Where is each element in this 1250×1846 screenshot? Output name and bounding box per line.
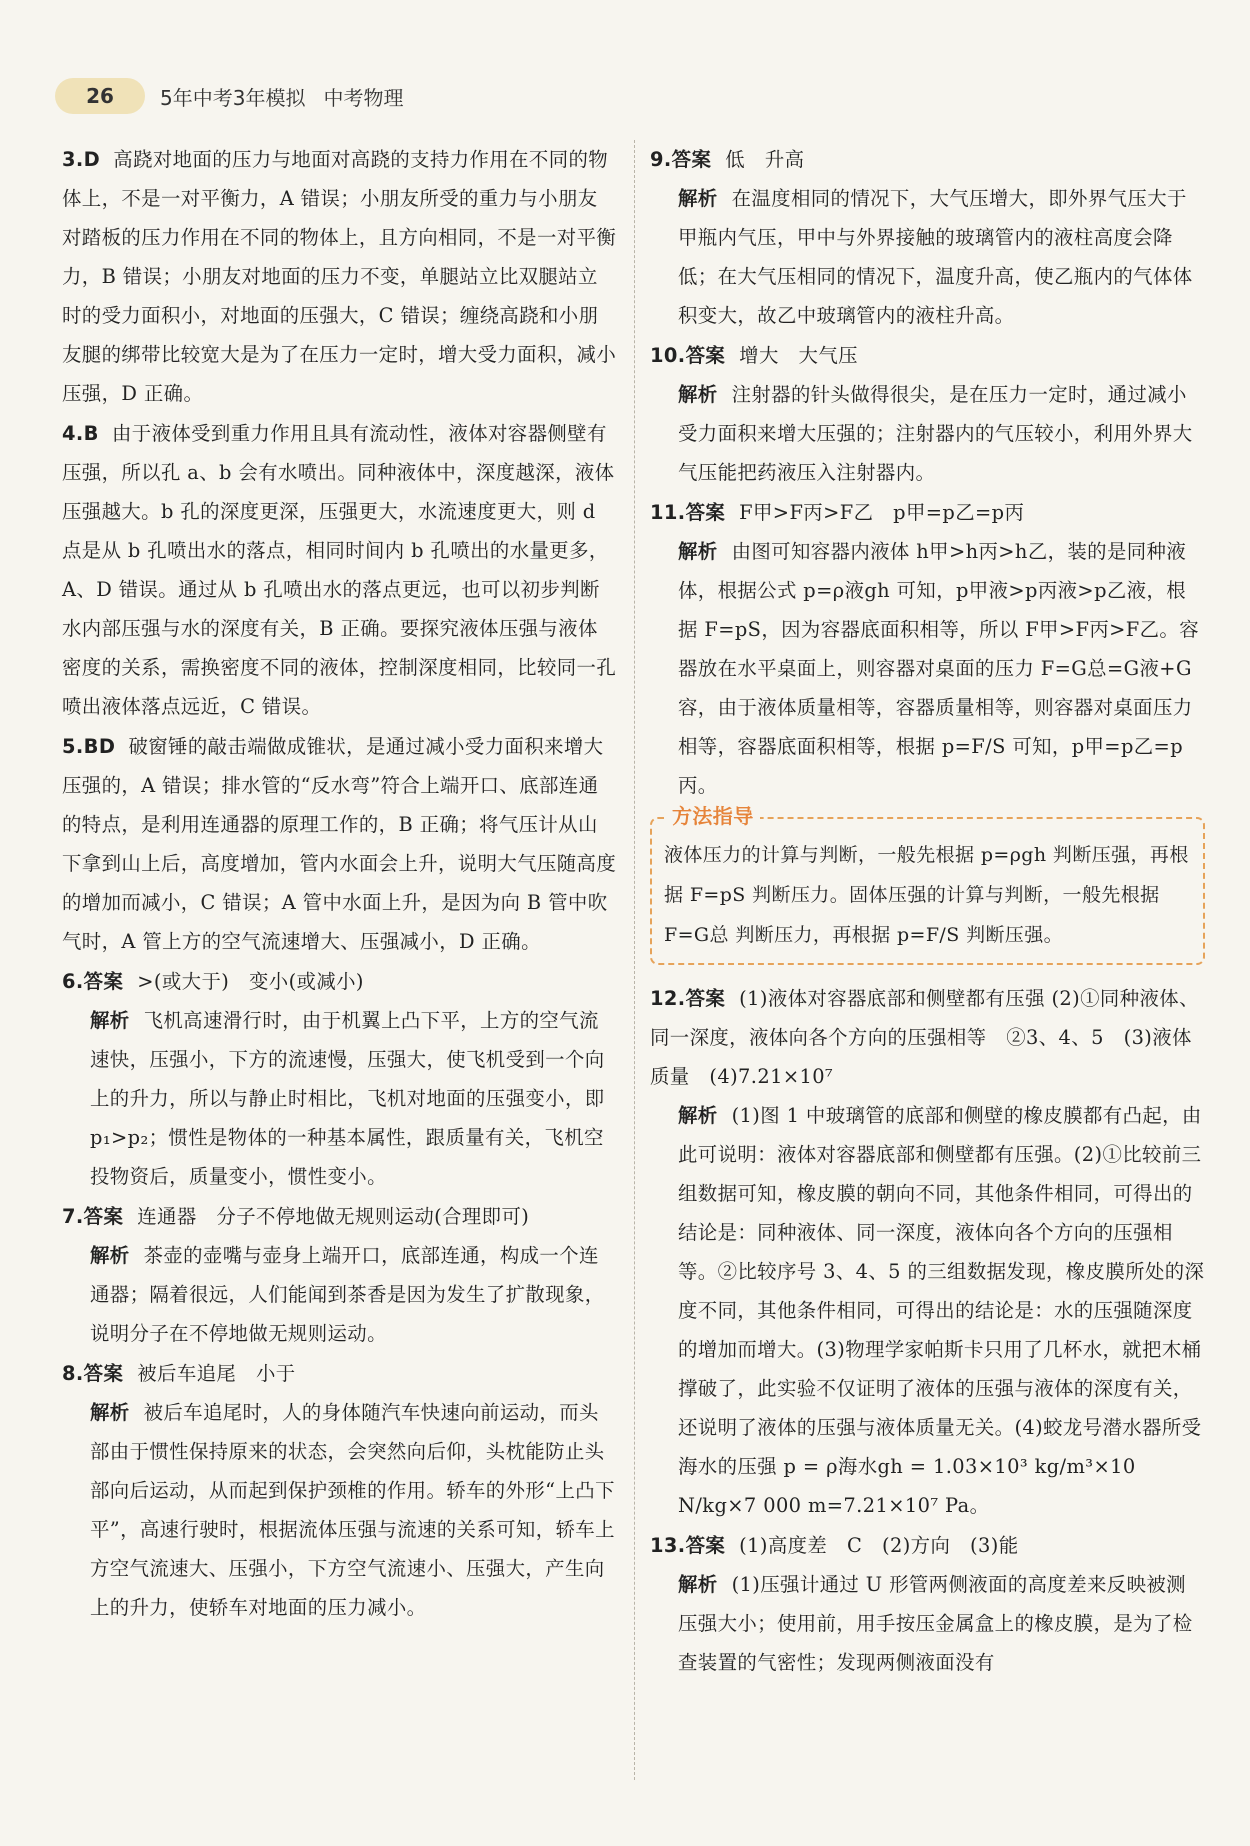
analysis-text: 由图可知容器内液体 h甲>h丙>h乙，装的是同种液体，根据公式 p=ρ液gh 可知，p甲液>p丙液>p乙液，根据 F=pS，因为容器底面积相等，所以 F甲>F丙>F乙。容器放在水平桌面上，则容器对桌面的压力 F=G总=G液+G容，由于液体质量相等，容器质量相等，则容器对桌面压力相等，容器底面积相等，根据 p=F/S 可知，p甲=p乙=p丙。 bbox=[678, 540, 1200, 797]
analysis-text: 被后车追尾时，人的身体随汽车快速向前运动，而头部由于惯性保持原来的状态，会突然向后仰，头枕能防止头部向后运动，从而起到保护颈椎的作用。轿车的外形“上凸下平”，高速行驶时，根据流体压强与流速的关系可知，轿车上方空气流速大、压强小，下方空气流速小、压强大，产生向上的升力，使轿车对地面的压力减小。 bbox=[90, 1401, 615, 1619]
answer-text: 被后车追尾 小于 bbox=[137, 1362, 296, 1385]
answer-tag: 答案 bbox=[83, 1205, 124, 1228]
page-header bbox=[55, 78, 1205, 118]
page-number: 26 bbox=[55, 78, 145, 114]
method-guide-title: 方法指导 bbox=[666, 803, 760, 829]
answer-tag: 答案 bbox=[685, 344, 726, 367]
item-number: 8. bbox=[62, 1362, 84, 1385]
answer-text: (1)高度差 C (2)方向 (3)能 bbox=[739, 1534, 1019, 1557]
analysis-tag: 解析 bbox=[678, 1573, 718, 1596]
item-number: 11. bbox=[650, 501, 686, 524]
answer-text: (1)液体对容器底部和侧壁都有压强 (2)①同种液体、同一深度，液体向各个方向的压强相等 ②3、4、5 (3)液体质量 (4)7.21×10⁷ bbox=[650, 987, 1199, 1088]
answer-tag: 答案 bbox=[671, 148, 712, 171]
item-text: 由于液体受到重力作用且具有流动性，液体对容器侧壁有压强，所以孔 a、b 会有水喷出。同种液体中，深度越深，液体压强越大。b 孔的深度更深，压强更大，水流速度更大，则 d 点是从 b 孔喷出水的落点，相同时间内 b 孔喷出的水量更多，A、D 错误。通过从 b 孔喷出水的落点更远，也可以初步判断水内部压强与水的深度有关，B 正确。要探究液体压强与液体密度的关系，需换密度不同的液体，控制深度相同，比较同一孔喷出液体落点远近，C 错误。 bbox=[62, 422, 617, 718]
analysis-tag: 解析 bbox=[90, 1244, 130, 1267]
item-text: 破窗锤的敲击端做成锥状，是通过减小受力面积来增大压强的，A 错误；排水管的“反水弯”符合上端开口、底部连通的特点，是利用连通器的原理工作的，B 正确；将气压计从山下拿到山上后，高度增加，管内水面会上升，说明大气压随高度的增加而减小，C 错误；A 管中水面上升，是因为向 B 管中吹气时，A 管上方的空气流速增大、压强减小，D 正确。 bbox=[62, 735, 617, 953]
book-title bbox=[160, 82, 403, 111]
answer-item-13 bbox=[650, 1526, 1205, 1682]
answer-item-11 bbox=[650, 493, 1205, 805]
answer-item-9 bbox=[650, 140, 1205, 335]
item-text: 高跷对地面的压力与地面对高跷的支持力作用在不同的物体上，不是一对平衡力，A 错误；小朋友所受的重力与小朋友对踏板的压力作用在不同的物体上，且方向相同，不是一对平衡力，B 错误；小朋友对地面的压力不变，单腿站立比双腿站立时的受力面积小，对地面的压强大，C 错误；缠绕高跷和小朋友腿的绑带比较宽大是为了在压力一定时，增大受力面积，减小压强，D 正确。 bbox=[62, 148, 617, 405]
answer-item-4 bbox=[62, 414, 617, 726]
item-number: 13. bbox=[650, 1534, 686, 1557]
method-guide-box bbox=[650, 804, 1205, 965]
answer-tag: 答案 bbox=[83, 970, 124, 993]
analysis-text: 飞机高速滑行时，由于机翼上凸下平，上方的空气流速快，压强小，下方的流速慢，压强大，使飞机受到一个向上的升力，所以与静止时相比，飞机对地面的压强变小，即 p₁>p₂；惯性是物体的一种基本属性，跟质量有关，飞机空投物资后，质量变小，惯性变小。 bbox=[90, 1009, 605, 1188]
answer-text: 连通器 分子不停地做无规则运动(合理即可) bbox=[137, 1205, 530, 1228]
answer-text: F甲>F丙>F乙 p甲=p乙=p丙 bbox=[739, 501, 1025, 524]
item-number: 7. bbox=[62, 1205, 84, 1228]
item-number: 5.BD bbox=[62, 735, 116, 758]
right-column bbox=[650, 140, 1205, 1683]
answer-tag: 答案 bbox=[685, 987, 726, 1010]
item-number: 4.B bbox=[62, 422, 99, 445]
item-number: 10. bbox=[650, 344, 686, 367]
answer-tag: 答案 bbox=[83, 1362, 124, 1385]
analysis-text: 茶壶的壶嘴与壶身上端开口，底部连通，构成一个连通器；隔着很远，人们能闻到茶香是因为发生了扩散现象，说明分子在不停地做无规则运动。 bbox=[90, 1244, 605, 1345]
answer-item-6 bbox=[62, 962, 617, 1196]
answer-item-3 bbox=[62, 140, 617, 413]
analysis-tag: 解析 bbox=[678, 187, 718, 210]
answer-item-5 bbox=[62, 727, 617, 961]
answer-text: 低 升高 bbox=[725, 148, 805, 171]
answer-item-12 bbox=[650, 979, 1205, 1525]
item-number: 12. bbox=[650, 987, 686, 1010]
analysis-tag: 解析 bbox=[90, 1009, 130, 1032]
answer-text: 增大 大气压 bbox=[739, 344, 858, 367]
analysis-tag: 解析 bbox=[90, 1401, 130, 1424]
analysis-tag: 解析 bbox=[678, 1104, 718, 1127]
analysis-text: 在温度相同的情况下，大气压增大，即外界气压大于甲瓶内气压，甲中与外界接触的玻璃管内的液柱高度会降低；在大气压相同的情况下，温度升高，使乙瓶内的气体体积变大，故乙中玻璃管内的液柱升高。 bbox=[678, 187, 1193, 327]
analysis-text: (1)图 1 中玻璃管的底部和侧壁的橡皮膜都有凸起，由此可说明：液体对容器底部和侧壁都有压强。(2)①比较前三组数据可知，橡皮膜的朝向不同，其他条件相同，可得出的结论是：同种液体、同一深度，液体向各个方向的压强相等。②比较序号 3、4、5 的三组数据发现，橡皮膜所处的深度不同，其他条件相同，可得出的结论是：水的压强随深度的增加而增大。(3)物理学家帕斯卡只用了几杯水，就把木桶撑破了，此实验不仅证明了液体的压强与液体的深度有关，还说明了液体的压强与液体质量无关。(4)蛟龙号潜水器所受海水的压强 p = ρ海水gh = 1.03×10³ kg/m³×10 N/kg×7 000 m=7.21×10⁷ Pa。 bbox=[678, 1104, 1205, 1517]
analysis-tag: 解析 bbox=[678, 540, 718, 563]
answer-tag: 答案 bbox=[685, 501, 726, 524]
method-guide-text: 液体压力的计算与判断，一般先根据 p=ρgh 判断压强，再根据 F=pS 判断压力。固体压强的计算与判断，一般先根据 F=G总 判断压力，再根据 p=F/S 判断压强。 bbox=[664, 844, 1189, 946]
item-number: 9. bbox=[650, 148, 672, 171]
item-number: 3.D bbox=[62, 148, 101, 171]
answer-tag: 答案 bbox=[685, 1534, 726, 1557]
analysis-tag: 解析 bbox=[678, 383, 718, 406]
left-column bbox=[62, 140, 617, 1628]
analysis-text: (1)压强计通过 U 形管两侧液面的高度差来反映被测压强大小；使用前，用手按压金属盒上的橡皮膜，是为了检查装置的气密性；发现两侧液面没有 bbox=[678, 1573, 1193, 1674]
analysis-text: 注射器的针头做得很尖，是在压力一定时，通过减小受力面积来增大压强的；注射器内的气压较小，利用外界大气压能把药液压入注射器内。 bbox=[678, 383, 1193, 484]
item-number: 6. bbox=[62, 970, 84, 993]
book-title-text: 5年中考3年模拟 bbox=[160, 86, 306, 110]
column-divider bbox=[634, 140, 635, 1780]
answer-item-8 bbox=[62, 1354, 617, 1627]
answer-item-7 bbox=[62, 1197, 617, 1353]
answer-text: >(或大于) 变小(或减小) bbox=[137, 970, 364, 993]
answer-item-10 bbox=[650, 336, 1205, 492]
book-subtitle: 中考物理 bbox=[323, 86, 404, 110]
